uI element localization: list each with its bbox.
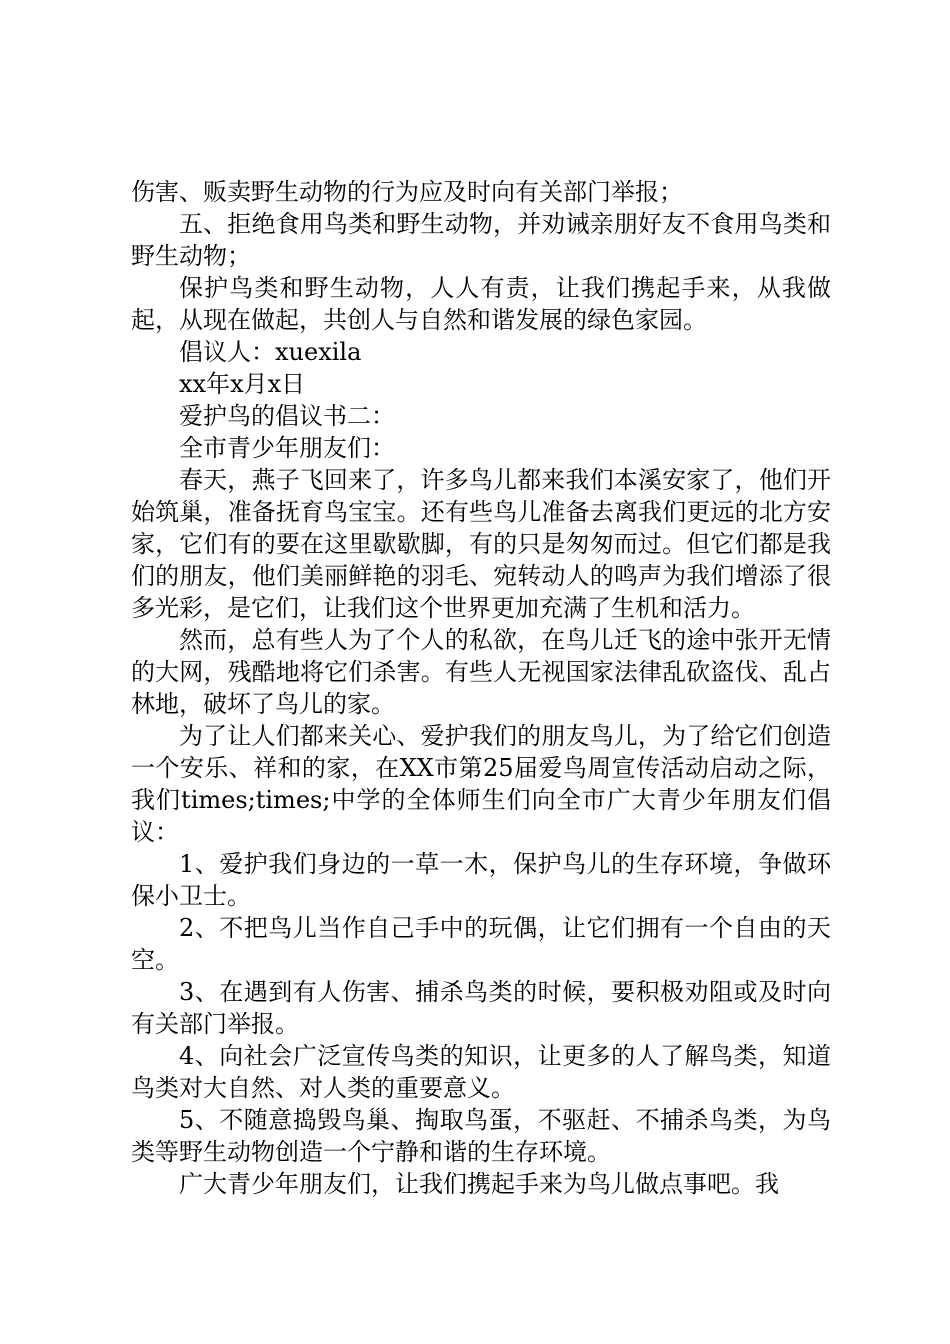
date-line: xx年x月x日	[179, 370, 306, 398]
paragraph-spring: 春天，燕子飞回来了，许多鸟儿都来我们本溪安家了，他们开始筑巢，准备抚育鸟宝宝。还有些鸟儿准备去离我们更远的北方安家，它们有的要在这里歇歇脚，有的只是匆匆而过。但它们都是我们的朋友，他们美丽鲜艳的羽毛、宛转动人的鸣声为我们增添了很多光彩，是它们，让我们这个世界更加充满了生机和活力。	[131, 466, 831, 622]
proposer-line: 倡议人：xuexila	[179, 338, 362, 366]
paragraph-continuation: 伤害、贩卖野生动物的行为应及时向有关部门举报；	[131, 178, 683, 206]
paragraph-closing-appeal: 保护鸟类和野生动物，人人有责，让我们携起手来，从我做起，从现在做起，共创人与自然和谐发展的绿色家园。	[131, 274, 831, 334]
section-title: 爱护鸟的倡议书二：	[179, 402, 395, 430]
proposal-item-5: 5、不随意捣毁鸟巢、掏取鸟蛋，不驱赶、不捕杀鸟类，为鸟类等野生动物创造一个宁静和谐的生存环境。	[131, 1106, 831, 1166]
proposal-item-1: 1、爱护我们身边的一草一木，保护鸟儿的生存环境，争做环保小卫士。	[131, 850, 831, 910]
document-body	[131, 176, 831, 1200]
paragraph-however: 然而，总有些人为了个人的私欲，在鸟儿迁飞的途中张开无情的大网，残酷地将它们杀害。有些人无视国家法律乱砍盗伐、乱占林地，破坏了鸟儿的家。	[131, 626, 831, 718]
proposal-item-3: 3、在遇到有人伤害、捕杀鸟类的时候，要积极劝阻或及时向有关部门举报。	[131, 978, 831, 1038]
paragraph-final: 广大青少年朋友们，让我们携起手来为鸟儿做点事吧。我	[179, 1170, 779, 1198]
proposal-item-2: 2、不把鸟儿当作自己手中的玩偶，让它们拥有一个自由的天空。	[131, 914, 831, 974]
proposal-item-4: 4、向社会广泛宣传鸟类的知识，让更多的人了解鸟类，知道鸟类对大自然、对人类的重要意义。	[131, 1042, 831, 1102]
paragraph-item-five: 五、拒绝食用鸟类和野生动物，并劝诫亲朋好友不食用鸟类和野生动物；	[131, 210, 831, 270]
paragraph-proposal-intro: 为了让人们都来关心、爱护我们的朋友鸟儿，为了给它们创造一个安乐、祥和的家，在XX市第25届爱鸟周宣传活动启动之际，我们times;times;中学的全体师生们向全市广大青少年朋友们倡议：	[131, 722, 831, 846]
salutation: 全市青少年朋友们：	[179, 434, 395, 462]
